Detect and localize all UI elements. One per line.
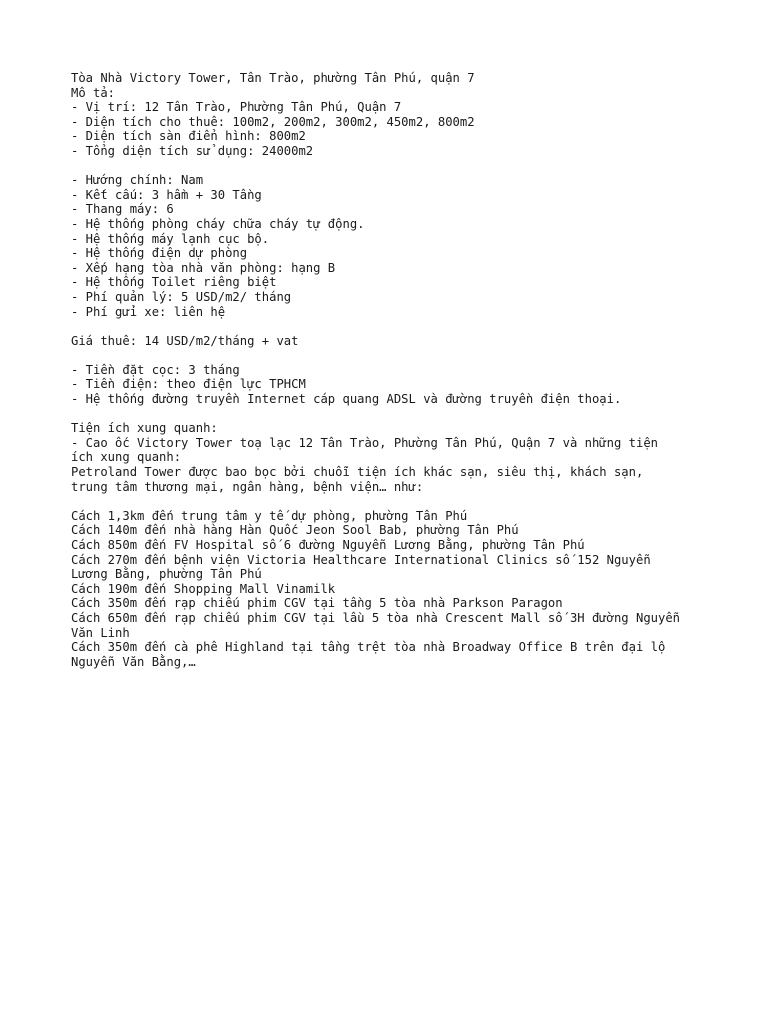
distance-item: Văn Linh <box>71 625 130 640</box>
description-item-rental-area: - Diện tích cho thuê: 100m2, 200m2, 300m2, 450m2, 800m2 <box>71 114 475 129</box>
description-item-location: - Vị trí: 12 Tân Trào, Phường Tân Phú, Quận 7 <box>71 100 402 115</box>
spacer <box>71 348 711 363</box>
amenities-intro-line: Petroland Tower được bao bọc bởi chuỗi tiện ích khác sạn, siêu thị, khách sạn, <box>71 465 644 480</box>
spec-item-direction: - Hướng chính: Nam <box>71 173 204 188</box>
distance-item: Cách 190m đến Shopping Mall Vinamilk <box>71 581 336 596</box>
spec-item-toilet: - Hệ thống Toilet riêng biệt <box>71 275 277 290</box>
distance-item: Cách 270m đến bệnh viện Victoria Healthcare International Clinics số 152 Nguyễn <box>71 552 651 567</box>
spec-item-parking-fee: - Phí gửi xe: liên hệ <box>71 304 226 319</box>
amenities-intro-line: - Cao ốc Victory Tower toạ lạc 12 Tân Trào, Phường Tân Phú, Quận 7 và những tiện <box>71 435 658 450</box>
document-title: Tòa Nhà Victory Tower, Tân Trào, phường Tân Phú, quận 7 <box>71 71 475 85</box>
distance-item: Cách 650m đến rạp chiếu phim CGV tại lầu 5 tòa nhà Crescent Mall số 3H đường Nguyễn <box>71 610 681 625</box>
distance-item: Cách 850m đến FV Hospital số 6 đường Nguyễn Lương Bằng, phường Tân Phú <box>71 538 585 552</box>
spec-item-fire-system: - Hệ thống phòng cháy chữa cháy tự động. <box>71 216 365 231</box>
description-item-floor-area: - Diện tích sàn điển hình: 800m2 <box>71 129 306 144</box>
spec-item-backup-power: - Hệ thống điện dự phòng <box>71 246 248 261</box>
terms-item-electricity: - Tiền điện: theo điện lực TPHCM <box>71 377 306 392</box>
distance-item: Cách 1,3km đến trung tâm y tế dự phòng, phường Tân Phú <box>71 508 468 523</box>
rental-price: Giá thuê: 14 USD/m2/tháng + vat <box>71 333 299 348</box>
distance-item: Lương Bằng, phường Tân Phú <box>71 567 262 582</box>
distance-item: Cách 140m đến nhà hàng Hàn Quốc Jeon Sool Bab, phường Tân Phú <box>71 523 519 538</box>
distance-item: Cách 350m đến rạp chiếu phim CGV tại tầng 5 tòa nhà Parkson Paragon <box>71 596 563 611</box>
distance-item: Nguyễn Văn Bằng,… <box>71 654 196 669</box>
amenities-heading: Tiện ích xung quanh: <box>71 421 218 436</box>
terms-item-internet: - Hệ thống đường truyền Internet cáp quang ADSL và đường truyền điện thoại. <box>71 392 622 407</box>
spacer <box>71 494 711 509</box>
terms-item-deposit: - Tiền đặt cọc: 3 tháng <box>71 362 240 377</box>
spacer <box>71 319 711 334</box>
amenities-intro-line: trung tâm thương mại, ngân hàng, bệnh viện… như: <box>71 479 424 494</box>
spacer <box>71 407 711 422</box>
amenities-intro-line: ích xung quanh: <box>71 450 182 465</box>
document-page <box>71 71 711 669</box>
spec-item-management-fee: - Phí quản lý: 5 USD/m2/ tháng <box>71 289 292 304</box>
spacer <box>71 159 711 174</box>
description-item-total-area: - Tổng diện tích sử dụng: 24000m2 <box>71 143 314 158</box>
spec-item-elevators: - Thang máy: 6 <box>71 202 174 217</box>
spec-item-building-grade: - Xếp hạng tòa nhà văn phòng: hạng B <box>71 260 336 275</box>
spec-item-structure: - Kết cấu: 3 hầm + 30 Tầng <box>71 187 262 202</box>
spec-item-air-conditioning: - Hệ thống máy lạnh cục bộ. <box>71 231 270 246</box>
description-heading: Mô tả: <box>71 85 116 100</box>
distance-item: Cách 350m đến cà phê Highland tại tầng trệt tòa nhà Broadway Office B trên đại lộ <box>71 640 666 655</box>
